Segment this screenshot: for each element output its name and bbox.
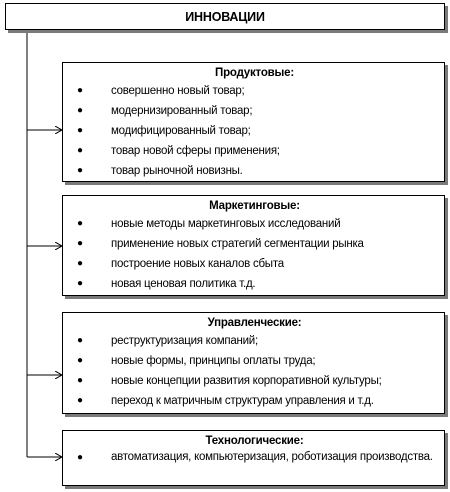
list-item [75,391,434,411]
bullet-icon: ● [77,165,83,176]
bullet-icon: ● [77,395,83,406]
list-item-text: применение новых стратегий сегментации рынка [111,238,364,250]
list-item-text: новая ценовая политика т.д. [111,278,256,290]
list-item [75,274,434,294]
category-items-management [75,331,434,411]
category-box-technology [62,430,445,486]
list-item-text: построение новых каналов сбыта [111,258,284,270]
list-item-text: новые формы, принципы оплаты труда; [111,355,316,367]
root-box [5,3,445,30]
list-item [75,121,434,141]
list-item [75,101,434,121]
list-item [75,214,434,234]
list-item-text: товар новой сферы применения; [111,145,280,157]
category-box-management [62,312,445,414]
list-item-text: товар рыночной новизны. [111,165,243,177]
category-title-management: Управленческие: [207,317,302,329]
category-items-technology [75,449,434,466]
list-item [75,351,434,371]
list-item-text: реструктуризация компаний; [111,335,258,347]
list-item-text: новые методы маркетинговых исследований [111,218,341,230]
bullet-icon: ● [77,145,83,156]
category-box-marketing [62,195,445,296]
list-item [75,371,434,391]
bullet-icon: ● [77,125,83,136]
bullet-icon: ● [77,258,83,269]
list-item [75,449,434,466]
list-item [75,141,434,161]
category-title-products: Продуктовые: [215,67,294,79]
category-title-marketing: Маркетинговые: [209,200,300,212]
list-item-text: автоматизация, компьютеризация, роботизация производства. [111,451,433,463]
category-items-marketing [75,214,434,294]
bullet-icon: ● [77,335,83,346]
bullet-icon: ● [77,278,83,289]
bullet-icon: ● [77,355,83,366]
list-item [75,331,434,351]
list-item [75,234,434,254]
list-item-text: модернизированный товар; [111,105,253,117]
category-items-products [75,81,434,181]
list-item [75,254,434,274]
list-item-text: переход к матричным структурам управления и т.д. [111,395,374,407]
list-item [75,81,434,101]
list-item-text: модифицированный товар; [111,125,251,137]
list-item [75,161,434,181]
bullet-icon: ● [77,375,83,386]
bullet-icon: ● [77,218,83,229]
list-item-text: совершенно новый товар; [111,85,245,97]
bullet-icon: ● [77,85,83,96]
bullet-icon: ● [77,452,83,463]
category-box-products [62,62,445,182]
category-title-technology: Технологические: [205,435,304,447]
bullet-icon: ● [77,238,83,249]
root-title: ИННОВАЦИИ [185,9,265,24]
list-item-text: новые концепции развития корпоративной культуры; [111,375,382,387]
bullet-icon: ● [77,105,83,116]
